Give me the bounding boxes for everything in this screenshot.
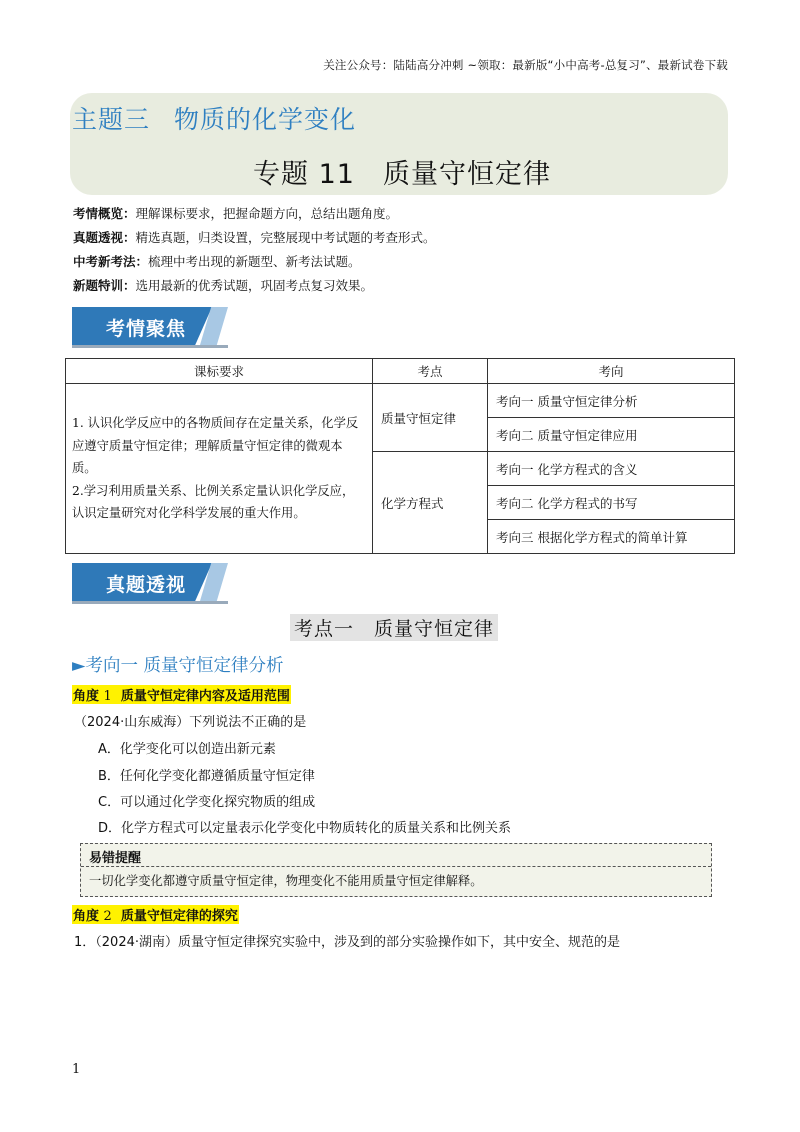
theme-title bbox=[72, 100, 356, 136]
intro-label: 中考新考法： bbox=[73, 254, 149, 269]
direction-heading: ►考向一 质量守恒定律分析 bbox=[72, 656, 284, 676]
direction-cell: 考向一 质量守恒定律分析 bbox=[488, 384, 735, 418]
table-header: 课标要求 bbox=[66, 359, 373, 384]
point-cell: 质量守恒定律 bbox=[373, 384, 488, 452]
direction-cell: 考向二 质量守恒定律应用 bbox=[488, 418, 735, 452]
angle-prefix: 角度 bbox=[73, 909, 100, 924]
option-a: A．化学变化可以创造出新元素 bbox=[98, 742, 276, 757]
theme-part1: 主题三 bbox=[72, 105, 151, 134]
section-label: 考情聚焦 bbox=[106, 318, 187, 340]
angle-heading-2 bbox=[72, 905, 239, 924]
angle-text: 质量守恒定律内容及适用范围 bbox=[120, 689, 290, 704]
angle-text: 质量守恒定律的探究 bbox=[120, 909, 238, 924]
angle-number: 2 bbox=[103, 909, 112, 924]
intro-line-4 bbox=[73, 277, 373, 295]
section-banner-real bbox=[72, 563, 230, 603]
standard-cell bbox=[66, 384, 373, 554]
option-b: B．任何化学变化都遵循质量守恒定律 bbox=[98, 769, 315, 784]
table-header: 考点 bbox=[373, 359, 488, 384]
angle-prefix: 角度 bbox=[73, 689, 100, 704]
tip-text: 一切化学变化都遵守质量守恒定律，物理变化不能用质量守恒定律解释。 bbox=[89, 874, 483, 888]
kaodian-b: 质量守恒定律 bbox=[374, 618, 495, 640]
kaodian-a: 考点一 bbox=[294, 618, 355, 640]
option-c: C．可以通过化学变化探究物质的组成 bbox=[98, 795, 316, 810]
question-2-stem: 1．（2024·湖南）质量守恒定律探究实验中，涉及到的部分实验操作如下，其中安全、规范的是 bbox=[74, 935, 620, 950]
option-d: D．化学方程式可以定量表示化学变化中物质转化的质量关系和比例关系 bbox=[98, 821, 512, 836]
table-row bbox=[66, 384, 735, 418]
table-header: 考向 bbox=[488, 359, 735, 384]
standard-text bbox=[72, 412, 366, 525]
direction-cell: 考向一 化学方程式的含义 bbox=[488, 452, 735, 486]
direction-cell: 考向二 化学方程式的书写 bbox=[488, 486, 735, 520]
theme-part2: 物质的化学变化 bbox=[174, 105, 357, 134]
error-tip-box bbox=[80, 843, 712, 897]
intro-label: 新题特训： bbox=[73, 278, 136, 293]
intro-text: 理解课标要求，把握命题方向，总结出题角度。 bbox=[135, 206, 399, 221]
intro-line-2 bbox=[73, 229, 436, 247]
standard-paragraph: 1. 认识化学反应中的各物质间存在定量关系，化学反应遵守质量守恒定律；理解质量守恒定律的微观本质。 bbox=[72, 416, 359, 476]
topic-title: 专题 11 质量守恒定律 bbox=[253, 159, 551, 190]
intro-line-1 bbox=[73, 205, 398, 223]
section-banner-focus bbox=[72, 307, 230, 347]
standard-paragraph: 2.学习利用质量关系、比例关系定量认识化学反应，认识定量研究对化学科学发展的重大作用。 bbox=[72, 483, 355, 521]
intro-text: 选用最新的优秀试题，巩固考点复习效果。 bbox=[135, 278, 374, 293]
intro-label: 考情概览： bbox=[73, 206, 136, 221]
section-label: 真题透视 bbox=[106, 574, 187, 596]
tip-title: 易错提醒 bbox=[89, 851, 142, 866]
intro-text: 梳理中考出现的新题型、新考法试题。 bbox=[148, 254, 361, 269]
kaodian-heading bbox=[290, 614, 498, 641]
angle-heading-1 bbox=[72, 685, 291, 704]
page-number: 1 bbox=[72, 1062, 81, 1077]
intro-label: 真题透视： bbox=[73, 230, 136, 245]
header-note: 关注公众号：陆陆高分冲刺 ~领取：最新版“小中高考-总复习”、最新试卷下载 bbox=[323, 58, 728, 72]
intro-line-3 bbox=[73, 253, 361, 271]
angle-number: 1 bbox=[103, 689, 112, 704]
question-stem: （2024·山东威海）下列说法不正确的是 bbox=[74, 715, 307, 730]
intro-text: 精选真题，归类设置，完整展现中考试题的考查形式。 bbox=[135, 230, 436, 245]
point-cell: 化学方程式 bbox=[373, 452, 488, 554]
requirements-table bbox=[65, 358, 735, 554]
direction-cell: 考向三 根据化学方程式的简单计算 bbox=[488, 520, 735, 554]
table-header-row bbox=[66, 359, 735, 384]
